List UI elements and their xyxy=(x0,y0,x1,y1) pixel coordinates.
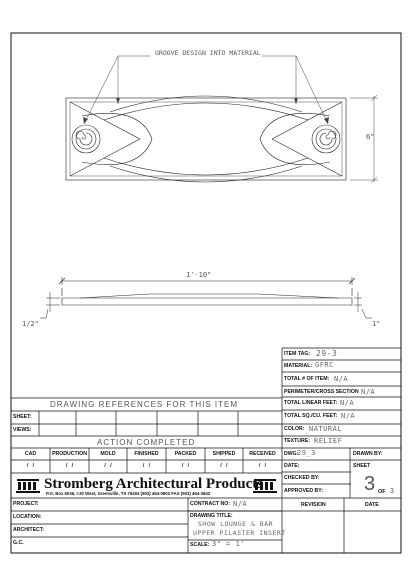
scale-value: 3" = 1' xyxy=(212,540,246,548)
action-date-slash: / / xyxy=(65,463,74,469)
sqft-value: N/A xyxy=(341,412,356,420)
references-header: DRAWING REFERENCES FOR THIS ITEM xyxy=(50,400,239,409)
company-name: Stromberg Architectural Products xyxy=(44,476,264,492)
item-tag-label: ITEM TAG: xyxy=(284,351,311,357)
references-sheet-label: SHEET: xyxy=(13,414,32,420)
dwg-value: 29_3 xyxy=(297,449,316,457)
dwg-label: DWG: xyxy=(284,451,299,457)
sheet-label: SHEET xyxy=(353,463,371,469)
total-items-label: TOTAL # OF ITEM: xyxy=(284,376,330,382)
drawing-title-label: DRAWING TITLE: xyxy=(190,513,233,519)
action-column-received: RECEIVED xyxy=(249,451,276,457)
section-view xyxy=(40,277,372,318)
width-dimension-label: 6" xyxy=(366,133,375,141)
action-date-slash: / / xyxy=(258,463,267,469)
action-column-production: PRODUCTION xyxy=(52,451,87,457)
sheet-total: 3 xyxy=(390,488,394,495)
action-date-slash: / / xyxy=(26,463,35,469)
sqft-label: TOTAL SQ./CU. FEET: xyxy=(284,413,338,419)
drawing-title-line1: SHOW LOUNGE & BAR xyxy=(198,520,274,528)
groove-callout: GROOVE DESIGN INTO MATERIAL xyxy=(155,49,261,57)
right-thickness-label: 1" xyxy=(372,320,381,328)
texture-label: TEXTURE: xyxy=(284,438,310,444)
checked-by-label: CHECKED BY: xyxy=(284,475,320,481)
linear-feet-label: TOTAL LINEAR FEET: xyxy=(284,400,338,406)
revision-label: REVISION xyxy=(301,502,326,508)
action-column-finished: FINISHED xyxy=(134,451,159,457)
linear-feet-value: N/A xyxy=(340,399,355,407)
material-value: GFRC xyxy=(315,361,334,369)
color-label: COLOR: xyxy=(284,426,305,432)
perimeter-value: N/A xyxy=(361,388,376,396)
action-column-cad: CAD xyxy=(24,451,37,457)
action-date-slash: / / xyxy=(142,463,151,469)
company-address: P.O. Box 6036, I-30 West, Greenville, TX 75404 (903) 454-0902 FAX (903) 454-3642 xyxy=(46,491,211,496)
callout-leaders xyxy=(84,56,328,124)
total-items-value: N/A xyxy=(334,375,349,383)
revision-date-label: DATE xyxy=(365,502,379,508)
action-date-slash: / / xyxy=(104,463,112,469)
action-column-packed: PACKED xyxy=(174,451,197,457)
action-header: ACTION COMPLETED xyxy=(97,438,196,447)
contract-value: N/A xyxy=(233,500,248,508)
action-column-shipped: SHIPPED xyxy=(212,451,236,457)
texture-value: RELIEF xyxy=(314,437,343,445)
approved-by-label: APPROVED BY: xyxy=(284,488,324,494)
plan-view xyxy=(66,96,346,182)
action-date-slash: / / xyxy=(181,463,190,469)
references-views-label: VIEWS: xyxy=(13,427,32,433)
contract-label: CONTRACT NO: xyxy=(190,501,231,507)
action-column-mold: MOLD xyxy=(100,451,116,457)
architect-label: ARCHITECT: xyxy=(13,527,45,533)
length-dimension-label: 1'-10" xyxy=(186,271,212,279)
left-thickness-label: 1/2" xyxy=(22,320,39,328)
action-date-slash: / / xyxy=(220,463,228,469)
material-label: MATERIAL: xyxy=(284,363,313,369)
perimeter-label: PERIMETER/CROSS SECTION xyxy=(284,389,359,395)
sheet-of: OF xyxy=(378,489,386,495)
scale-label: SCALE: xyxy=(190,542,210,548)
gc-label: G.C. xyxy=(13,540,24,546)
color-value: NATURAL xyxy=(309,425,343,433)
date-label: DATE: xyxy=(284,463,300,469)
location-label: LOCATION: xyxy=(13,514,42,520)
drawing-title-line2: UPPER PILASTER INSERT xyxy=(193,529,286,537)
sheet-number: 3 xyxy=(364,473,376,495)
left-column-logo-icon xyxy=(16,479,40,493)
project-label: PROJECT: xyxy=(13,501,39,507)
item-tag-value: 29-3 xyxy=(316,349,338,358)
drawn-by-label: DRAWN BY: xyxy=(353,451,383,457)
